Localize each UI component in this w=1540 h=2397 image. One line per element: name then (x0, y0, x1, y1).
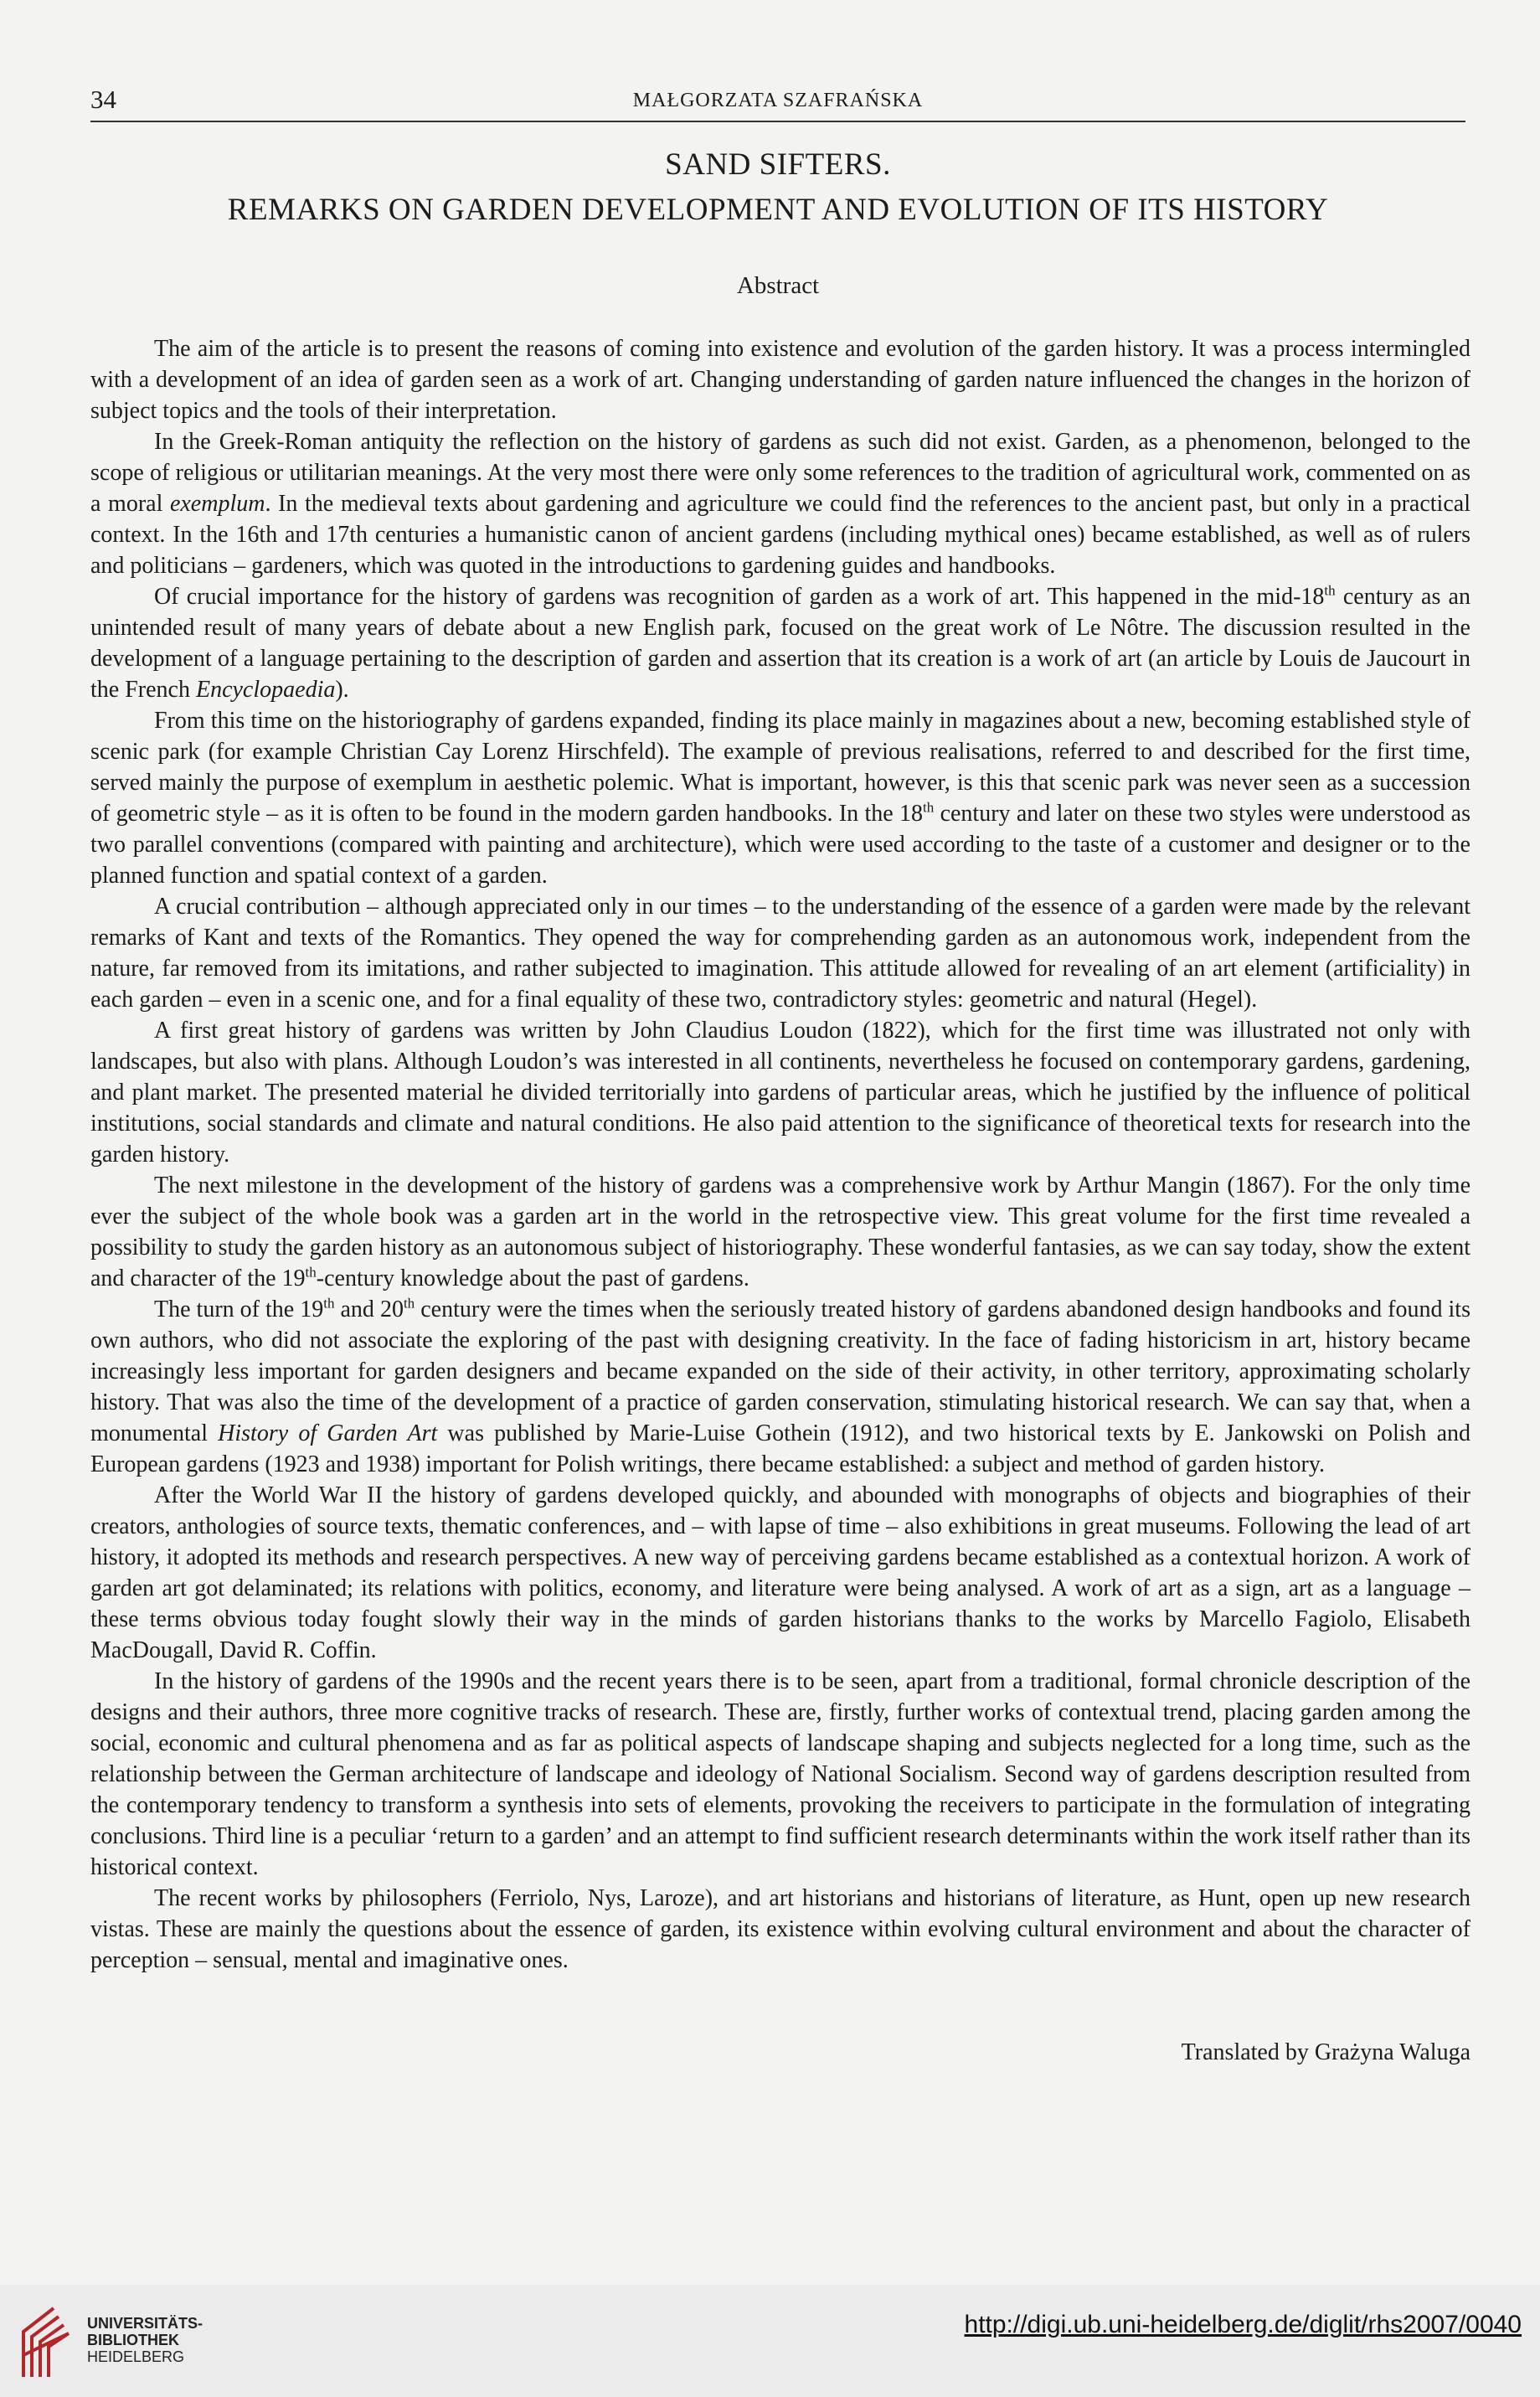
paragraph-3-text-a: Of crucial importance for the history of gardens was recognition of garden as a work of art. This happened in the mid-18 (154, 584, 1325, 610)
running-title: MAŁGORZATA SZAFRAŃSKA (632, 90, 924, 111)
paragraph-4-superscript: th (923, 799, 935, 816)
paragraph-3-emphasis: Encyclopaedia (195, 677, 336, 703)
paragraph-2-text-a: In the Greek-Roman antiquity the reflection on the history of gardens as such did not exist. Garden, as a phenomenon, belonged to the scope of religious or utilitarian meanings. At the very most there were only some references to the tradition of agricultural work, commented on as a moral (90, 429, 1470, 517)
paragraph-2-emphasis: exemplum (169, 491, 265, 517)
paragraph-8-emphasis: History of Garden Art (218, 1420, 438, 1446)
article-title (90, 142, 1465, 233)
document-url-link[interactable]: http://digi.ub.uni-heidelberg.de/diglit/rhs2007/0040 (964, 2311, 1522, 2338)
paragraph-9: After the World War II the history of gardens developed quickly, and abounded with monographs of objects and biographies of their creators, anthologies of source texts, thematic conferences, and – with lapse of time – also exhibitions in great museums. Following the lead of art history, it adopted its methods and research perspectives. A new way of perceiving gardens became established as a contextual horizon. A work of garden art got delaminated; its relations with politics, economy, and literature were being analysed. A work of art as a sign, art as a language – these terms obvious today fought slowly their way in the minds of garden historians thanks to the works by Marcello Fagiolo, Elisabeth MacDougall, David R. Coffin. (90, 1482, 1470, 1663)
paragraph-4-text-b: century and later on these two styles were understood as two parallel conventions (compared with painting and architecture), which were used according to the taste of a customer and designer or to the planned function and spatial context of a garden. (90, 801, 1470, 889)
article-title-line-2: REMARKS ON GARDEN DEVELOPMENT AND EVOLUTION OF ITS HISTORY (227, 193, 1329, 227)
paragraph-8-text-b: and 20 (334, 1296, 404, 1322)
paragraph-2 (90, 426, 1470, 581)
paragraph-4 (90, 705, 1470, 891)
paragraph-4-text-a: From this time on the historiography of gardens expanded, finding its place mainly in magazines about a new, becoming established style of scenic park (for example Christian Cay Lorenz Hirschfeld). The example of previous realisations, referred to and described for the first time, served mainly the purpose of exemplum in aesthetic polemic. What is important, however, is this that scenic park was never seen as a succession of geometric style – as it is often to be found in the modern garden handbooks. In the 18 (90, 708, 1470, 827)
paragraph-8 (90, 1294, 1470, 1480)
paragraph-8-superscript-2: th (403, 1295, 415, 1312)
paragraph-7-superscript: th (305, 1264, 317, 1281)
abstract-heading: Abstract (736, 272, 820, 299)
paragraph-2-text-b: . In the medieval texts about gardening and agriculture we could find the references to the ancient past, but only in a practical context. In the 16th and 17th centuries a humanistic canon of ancient gardens (including mythical ones) became established, as well as of rulers and politicians – gardeners, which was quoted in the introductions to gardening guides and handbooks. (90, 491, 1470, 579)
digitization-footer (0, 2285, 1540, 2397)
paragraph-3-text-b: century as an unintended result of many years of debate about a new English park, focused on the great work of Le Nôtre. The discussion resulted in the development of a language pertaining to the description of garden and assertion that its creation is a work of art (an article by Louis de Jaucourt in the French (90, 584, 1470, 703)
paragraph-8-text-c: century were the times when the seriously treated history of gardens abandoned design handbooks and found its own authors, who did not associate the exploring of the past with designing creativity. In the face of fading historicism in art, history became increasingly less important for garden designers and became expanded on the side of their activity, in other territory, approximating scholarly history. That was also the time of the development of a practice of garden conservation, stimulating historical research. We can say that, when a monumental (90, 1296, 1470, 1446)
abstract-body (90, 333, 1470, 1976)
library-name-line-2: BIBLIOTHEK (87, 2332, 179, 2348)
paragraph-6: A first great history of gardens was written by John Claudius Loudon (1822), which for the first time was illustrated not only with landscapes, but also with plans. Although Loudon’s was interested in all continents, nevertheless he focused on contemporary gardens, gardening, and plant market. The presented material he divided territorially into gardens of particular areas, which he justified by the influence of political institutions, social standards and climate and natural conditions. He also paid attention to the significance of theoretical texts for research into the garden history. (90, 1018, 1470, 1168)
paragraph-10: In the history of gardens of the 1990s and the recent years there is to be seen, apart from a traditional, formal chronicle description of the designs and their authors, three more cognitive tracks of research. These are, firstly, further works of contextual trend, placing garden among the social, economic and cultural phenomena and as far as political aspects of landscape shaping and subjects neglected for a long time, such as the relationship between the German architecture of landscape and ideology of National Socialism. Second way of gardens description resulted from the contemporary tendency to transform a synthesis into sets of elements, provoking the receivers to participate in the formulation of integrating conclusions. Third line is a peculiar ‘return to a garden’ and an attempt to find sufficient research determinants within the work itself rather than its historical context. (90, 1668, 1470, 1880)
paragraph-3-text-c: ). (335, 677, 349, 703)
paragraph-1: The aim of the article is to present the reasons of coming into existence and evolution of the garden history. It was a process intermingled with a development of an idea of garden seen as a work of art. Changing understanding of garden nature influenced the changes in the horizon of subject topics and the tools of their interpretation. (90, 336, 1470, 424)
paragraph-7 (90, 1170, 1470, 1294)
running-header (90, 82, 1465, 122)
paragraph-7-text-b: -century knowledge about the past of gardens. (316, 1266, 749, 1291)
library-name-line-1: UNIVERSITÄTS- (87, 2315, 203, 2332)
translator-note: Translated by Grażyna Waluga (1181, 2039, 1470, 2065)
paragraph-7-text-a: The next milestone in the development of the history of gardens was a comprehensive work by Arthur Mangin (1867). For the only time ever the subject of the whole book was a garden art in the world in the retrospective view. This great volume for the first time revealed a possibility to study the garden history as an autonomous subject of historiography. These wonderful fantasies, as we can say today, show the extent and character of the 19 (90, 1173, 1470, 1291)
paragraph-3-superscript: th (1324, 582, 1336, 599)
paragraph-8-text-a: The turn of the 19 (154, 1296, 324, 1322)
library-name (87, 2315, 203, 2365)
paragraph-3 (90, 581, 1470, 705)
paragraph-11: The recent works by philosophers (Ferriolo, Nys, Laroze), and art historians and historians of literature, as Hunt, open up new research vistas. These are mainly the questions about the essence of garden, its existence within evolving cultural environment and about the character of perception – sensual, mental and imaginative ones. (90, 1885, 1470, 1973)
article-title-line-1: SAND SIFTERS. (665, 147, 891, 182)
paragraph-5: A crucial contribution – although appreciated only in our times – to the understanding of the essence of a garden were made by the relevant remarks of Kant and texts of the Romantics. They opened the way for comprehending garden as an autonomous work, independent from the nature, far removed from its imitations, and rather subjected to imagination. This attitude allowed for revealing of an art element (artificiality) in each garden – even in a scenic one, and for a final equality of these two, contradictory styles: geometric and natural (Hegel). (90, 894, 1470, 1013)
paragraph-8-superscript-1: th (323, 1295, 335, 1312)
ub-heidelberg-logo-icon (17, 2303, 77, 2380)
paragraph-8-text-d: was published by Marie-Luise Gothein (1912), and two historical texts by E. Jankowski on Polish and European gardens (1923 and 1938) important for Polish writings, there became established: a subject and method of garden history. (90, 1420, 1471, 1477)
library-name-line-3: HEIDELBERG (87, 2348, 185, 2365)
page-number: 34 (90, 85, 116, 114)
